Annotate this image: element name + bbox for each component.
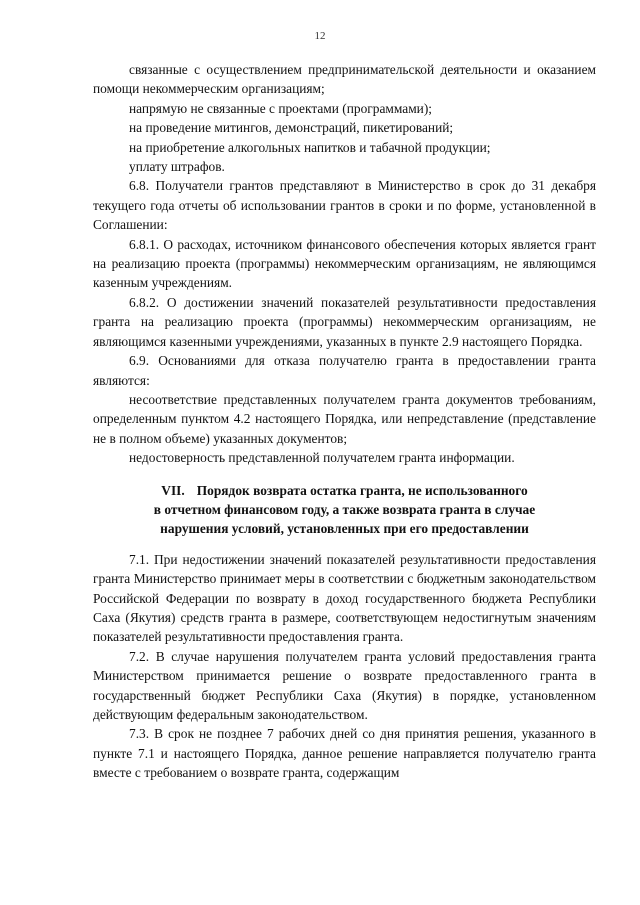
paragraph: 7.2. В случае нарушения получателем гранта условий предоставления гранта Министерством принимается решение о возврате предоставленного гранта в государственный бюджет Республики Саха (Якутия) в порядке, установленном действующим федеральным законодательством. — [93, 648, 596, 722]
paragraph: недостоверность представленной получателем гранта информации. — [129, 450, 515, 466]
paragraph: несоответствие представленных получателем гранта документов требованиям, определенным пунктом 4.2 настоящего Порядка, или непредставление (представление не в полном объеме) указанных документов; — [93, 391, 596, 446]
paragraph: уплату штрафов. — [129, 159, 225, 175]
page-number: 12 — [314, 30, 326, 42]
paragraph: 6.9. Основаниями для отказа получателю гранта в предоставлении гранта являются: — [93, 353, 596, 388]
section-title-line-2: в отчетном финансовом году, а также возврата гранта в случае — [153, 501, 536, 517]
section-heading — [93, 481, 596, 539]
paragraph: на приобретение алкогольных напитков и табачной продукции; — [129, 139, 491, 155]
section-title-line-1: Порядок возврата остатка гранта, не использованного — [196, 482, 528, 498]
section-title-line-3: нарушения условий, установленных при его предоставлении — [160, 521, 529, 537]
paragraph: 7.1. При недостижении значений показателей результативности предоставления гранта Министерство принимает меры в соответствии с бюджетным законодательством Российской Федерации по возврату в доход государственного бюджета Республики Саха (Якутия) средств гранта в размере, соответствующем недостигнутым значениям показателей результативности предоставления гранта. — [93, 551, 596, 645]
paragraph: на проведение митингов, демонстраций, пикетирований; — [129, 120, 454, 136]
paragraph: напрямую не связанные с проектами (программами); — [129, 100, 433, 116]
paragraph: 6.8. Получатели грантов представляют в Министерство в срок до 31 декабря текущего года отчеты об использовании грантов в сроки и по форме, установленной в Соглашении: — [93, 178, 596, 233]
paragraph: 6.8.1. О расходах, источником финансового обеспечения которых является грант на реализацию проекта (программы) некоммерческим организациям, не являющимся казенным учреждениям. — [93, 236, 596, 291]
paragraph: связанные с осуществлением предпринимательской деятельности и оказанием помощи некоммерческим организациям; — [93, 62, 596, 97]
section-number: VII. — [161, 482, 185, 498]
section-heading-line — [93, 481, 596, 500]
paragraph: 7.3. В срок не позднее 7 рабочих дней со дня принятия решения, указанного в пункте 7.1 и настоящего Порядка, данное решение направляется получателю гранта вместе с требованием о возврате гранта, содержащим — [93, 726, 596, 781]
paragraph: 6.8.2. О достижении значений показателей результативности предоставления гранта на реализацию проекта (программы) некоммерческим организациям, не являющимся казенными учреждениями, указанных в пункте 2.9 настоящего Порядка. — [93, 294, 596, 349]
document-body — [93, 60, 596, 783]
